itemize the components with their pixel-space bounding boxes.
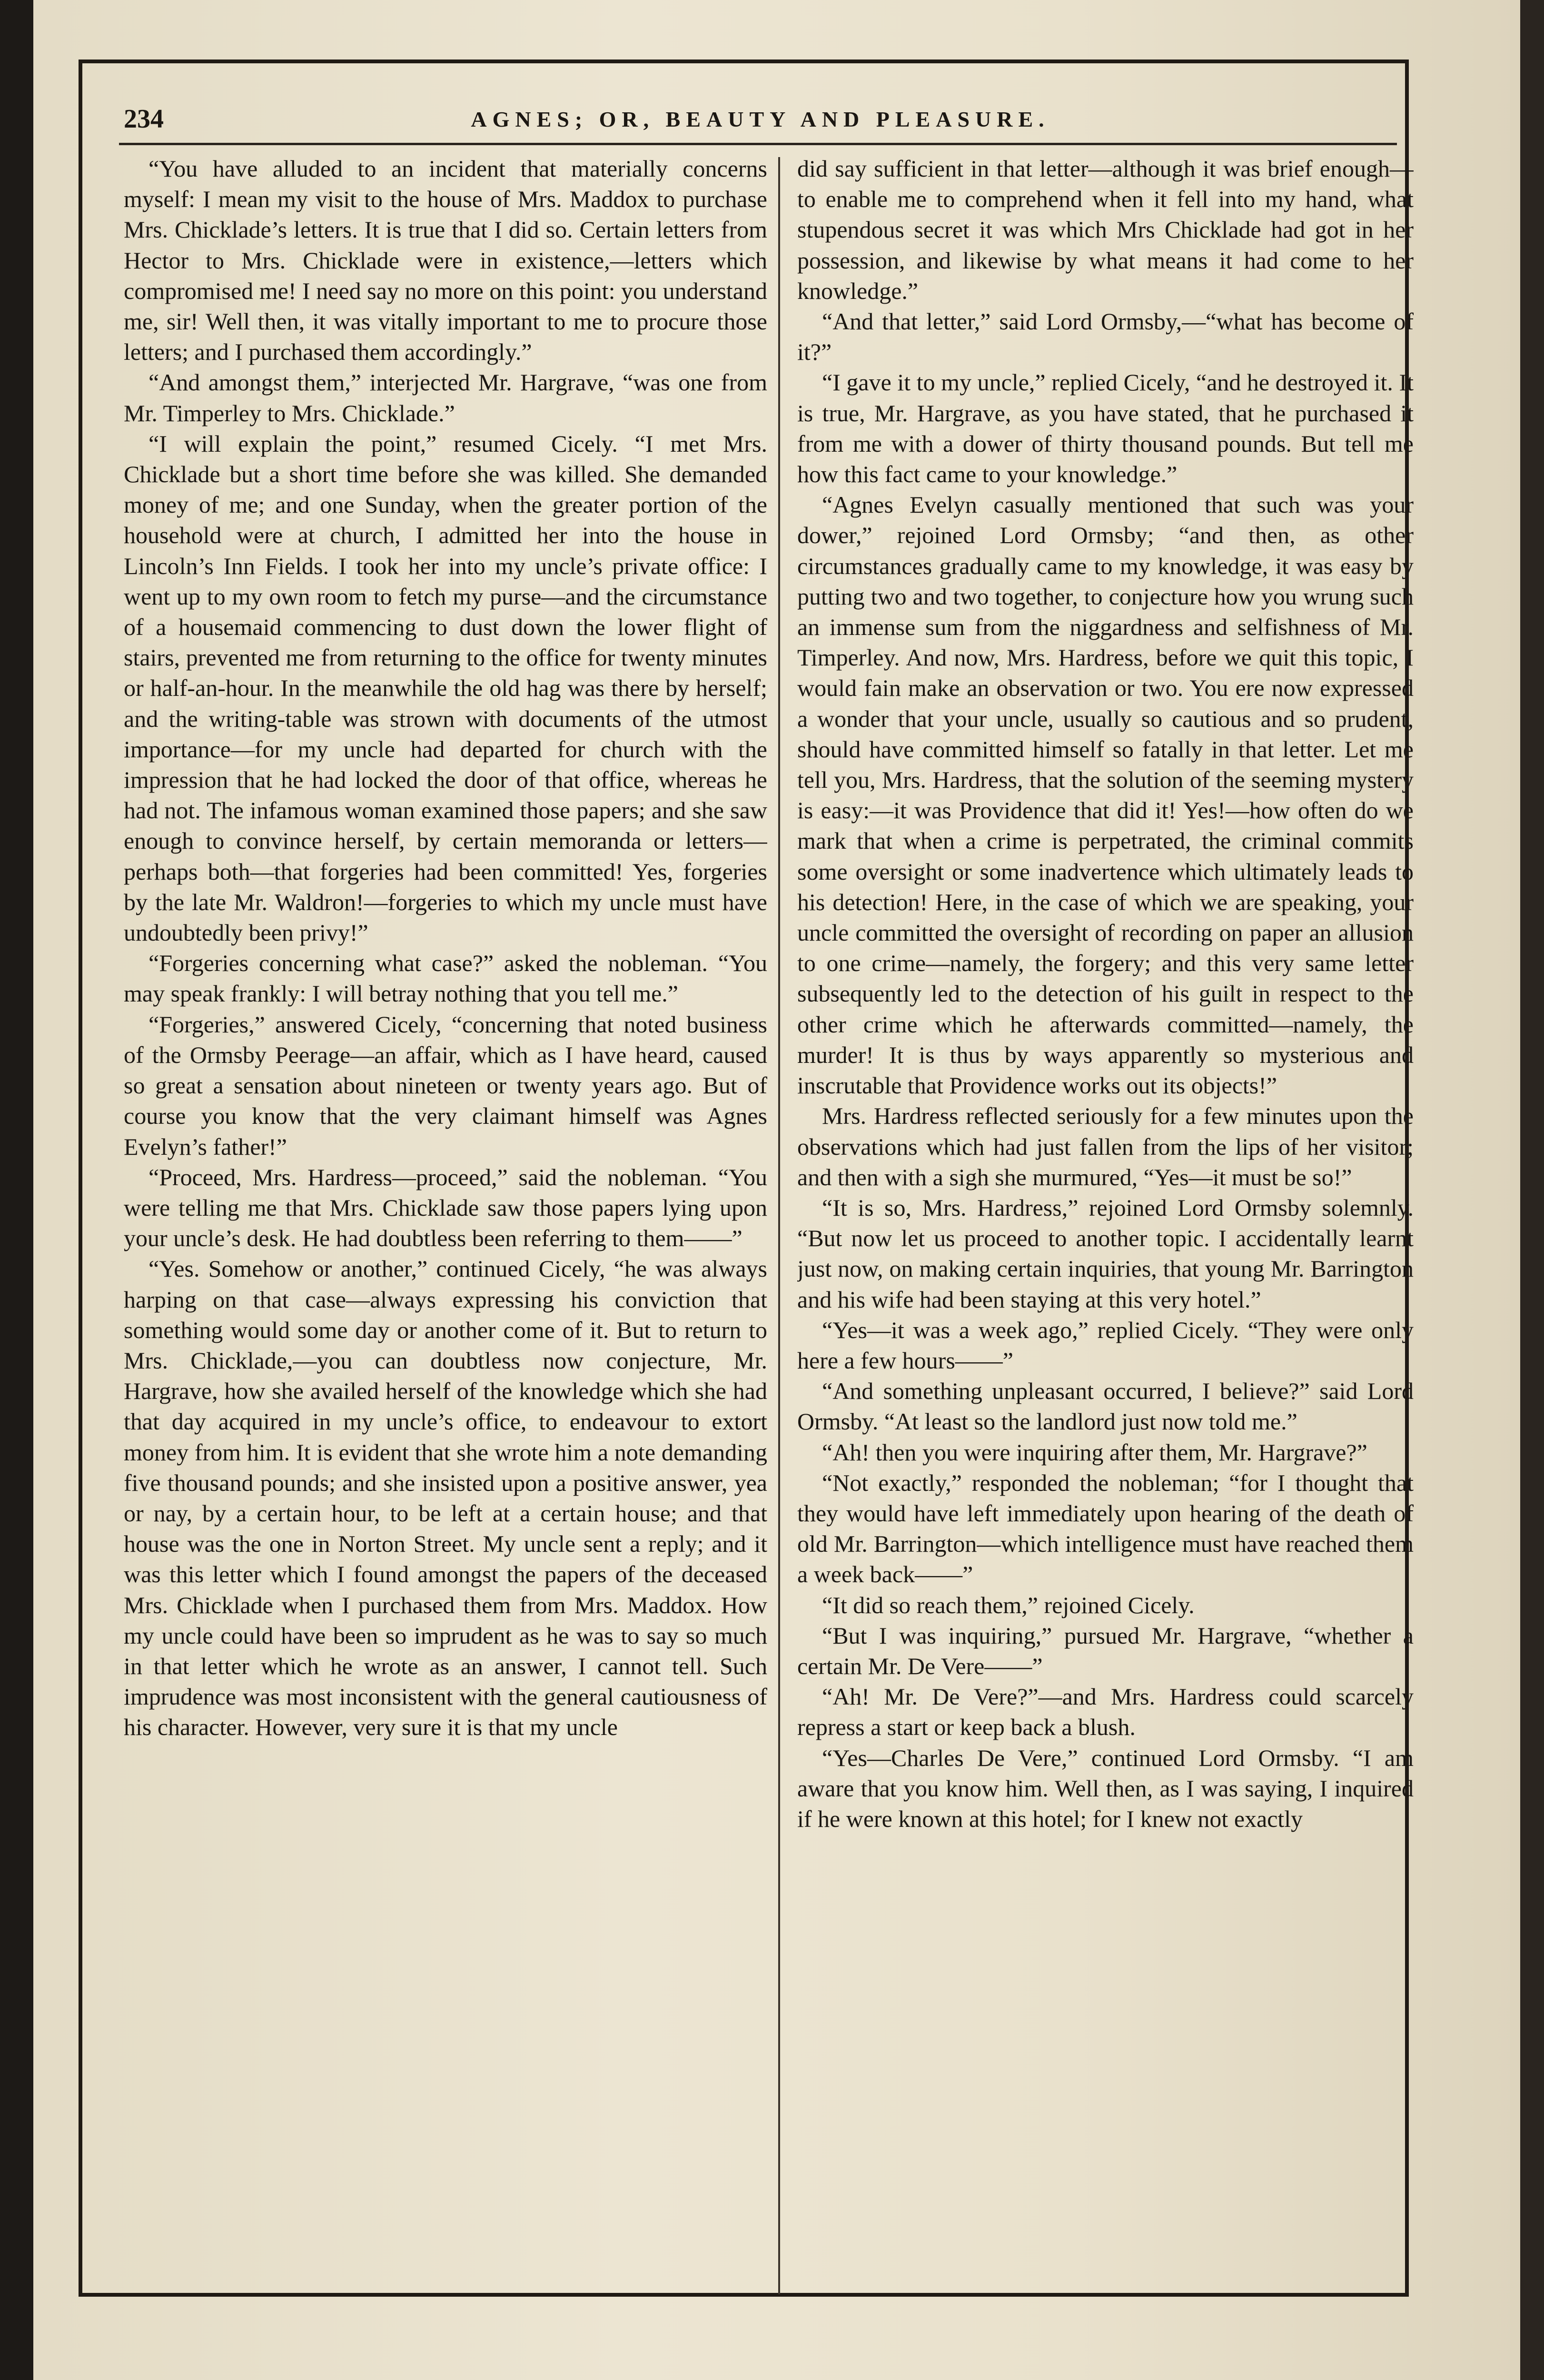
left-column [124,153,767,2291]
running-head [124,104,1397,137]
paragraph: “And that letter,” said Lord Ormsby,—“what has become of it?” [797,308,1414,366]
running-title: AGNES; OR, BEAUTY AND PLEASURE. [471,107,1050,131]
paragraph: “Yes. Somehow or another,” continued Cicely, “he was always harping on that case—always expressing his conviction that something would some day or another come of it. But to return to Mrs. Chicklade,—you can doubtless now conjecture, Mr. Hargrave, how she availed herself of the knowledge which she had that day acquired in my uncle’s office, to endeavour to extort money from him. It is evident that she wrote him a note demanding five thousand pounds; and she insisted upon a positive answer, yea or nay, by a certain hour, to be left at a certain house; and that house was the one in Norton Street. My uncle sent a reply; and it was this letter which I found amongst the papers of the deceased Mrs. Chicklade when I purchased them from Mrs. Maddox. How my uncle could have been so imprudent as he was to say so much in that letter which he wrote as an answer, I cannot tell. Such imprudence was most inconsistent with the general cautiousness of his character. However, very sure it is that my uncle [124,1255,767,1741]
paragraph: “Not exactly,” responded the nobleman; “for I thought that they would have left immediately upon hearing of the death of old Mr. Barrington—which intelligence must have reached them a week back——” [797,1469,1414,1588]
paragraph: “And something unpleasant occurred, I believe?” said Lord Ormsby. “At least so the landlord just now told me.” [797,1378,1414,1435]
paragraph: “Ah! then you were inquiring after them, Mr. Hargrave?” [822,1438,1367,1466]
column-divider [778,157,780,2294]
paragraph: “Ah! Mr. De Vere?”—and Mrs. Hardress could scarcely repress a start or keep back a blush. [797,1683,1414,1741]
scan-edge-left [0,0,33,2380]
paragraph: “I gave it to my uncle,” replied Cicely, “and he destroyed it. It is true, Mr. Hargrave, as you have stated, that he purchased it from me with a dower of thirty thousand pounds. But tell me how this fact came to your knowledge.” [797,369,1414,488]
paragraph: “It is so, Mrs. Hardress,” rejoined Lord Ormsby solemnly. “But now let us proceed to another topic. I accidentally learnt just now, on making certain inquiries, that young Mr. Barrington and his wife had been staying at this very hotel.” [797,1194,1414,1313]
paragraph: did say sufficient in that letter—although it was brief enough—to enable me to comprehend when it fell into my hand, what stupendous secret it was which Mrs Chicklade had got in her possession, and likewise by what means it had come to her knowledge.” [797,155,1414,304]
paragraph: “Yes—Charles De Vere,” continued Lord Ormsby. “I am aware that you know him. Well then, as I was saying, I inquired if he were known at this hotel; for I knew not exactly [797,1744,1414,1832]
paragraph: “And amongst them,” interjected Mr. Hargrave, “was one from Mr. Timperley to Mrs. Chicklade.” [124,369,767,426]
paragraph: “Agnes Evelyn casually mentioned that such was your dower,” rejoined Lord Ormsby; “and then, as other circumstances gradually came to my knowledge, it was easy by putting two and two together, to conjecture how you wrung such an immense sum from the niggardness and selfishness of Mr. Timperley. And now, Mrs. Hardress, before we quit this topic, I would fain make an observation or two. You ere now expressed a wonder that your uncle, usually so cautious and so prudent, should have committed himself so fatally in that letter. Let me tell you, Mrs. Hardress, that the solution of the seeming mystery is easy:—it was Providence that did it! Yes!—how often do we mark that when a crime is perpetrated, the criminal commits some oversight or some inadvertence which ultimately leads to his detection! Here, in the case of which we are speaking, your uncle committed the oversight of recording on paper an allusion to one crime—namely, the forgery; and this very same letter subsequently led to the detection of his guilt in respect to the other crime which he afterwards committed—namely, the murder! It is thus by ways apparently so mysterious and inscrutable that Providence works out its objects!” [797,491,1414,1099]
paragraph: “You have alluded to an incident that materially concerns myself: I mean my visit to the house of Mrs. Maddox to purchase Mrs. Chicklade’s letters. It is true that I did so. Certain letters from Hector to Mrs. Chicklade were in existence,—letters which compromised me! I need say no more on this point: you understand me, sir! Well then, it was vitally important to me to procure those letters; and I purchased them accordingly.” [124,155,767,366]
right-column [797,153,1414,2291]
paragraph: “It did so reach them,” rejoined Cicely. [822,1591,1195,1618]
paragraph: “Yes—it was a week ago,” replied Cicely. “They were only here a few hours——” [797,1316,1414,1374]
paragraph: “Forgeries,” answered Cicely, “concerning that noted business of the Ormsby Peerage—an affair, which as I have heard, caused so great a sensation about nineteen or twenty years ago. But of course you know that the very claimant himself was Agnes Evelyn’s father!” [124,1011,767,1160]
paragraph: “Proceed, Mrs. Hardress—proceed,” said the nobleman. “You were telling me that Mrs. Chicklade saw those papers lying upon your uncle’s desk. He had doubtless been referring to them——” [124,1163,767,1252]
page-number: 234 [124,104,164,134]
paragraph: “But I was inquiring,” pursued Mr. Hargrave, “whether a certain Mr. De Vere——” [797,1622,1414,1679]
header-rule [119,143,1397,145]
paragraph: “I will explain the point,” resumed Cicely. “I met Mrs. Chicklade but a short time before she was killed. She demanded money of me; and one Sunday, when the greater portion of the household were at church, I admitted her into the house in Lincoln’s Inn Fields. I took her into my uncle’s private office: I went up to my own room to fetch my purse—and the circumstance of a housemaid commencing to dust down the lower flight of stairs, prevented me from returning to the office for twenty minutes or half-an-hour. In the meanwhile the old hag was there by herself; and the writing-table was strown with documents of the utmost importance—for my uncle had departed for church with the impression that he had locked the door of that office, whereas he had not. The infamous woman examined those papers; and she saw enough to convince herself, by certain memoranda or letters—perhaps both—that forgeries had been committed! Yes, forgeries by the late Mr. Waldron!—forgeries to which my uncle must have undoubtedly been privy!” [124,430,767,946]
scan-edge-right [1520,0,1544,2380]
paragraph: “Forgeries concerning what case?” asked the nobleman. “You may speak frankly: I will betray nothing that you tell me.” [124,950,767,1007]
paragraph: Mrs. Hardress reflected seriously for a few minutes upon the observations which had just fallen from the lips of her visitor; and then with a sigh she murmured, “Yes—it must be so!” [797,1102,1414,1190]
